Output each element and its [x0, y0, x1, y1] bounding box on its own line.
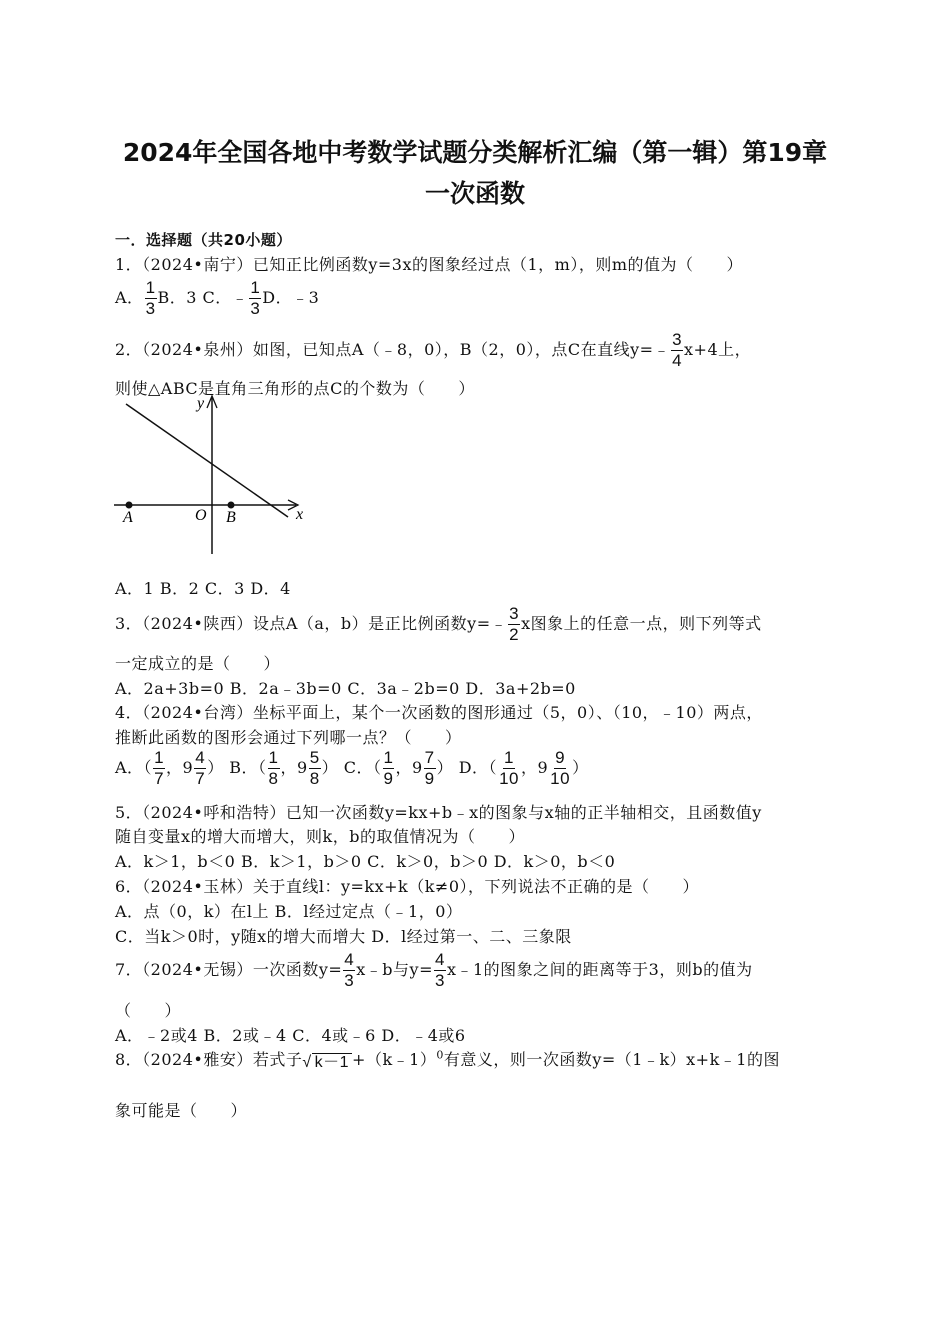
title-line-2: 一次函数	[424, 179, 525, 208]
q2-text-1: 2．（2024•泉州）如图，已知点A（﹣8，0），B（2，0），点C在直线y=﹣	[115, 340, 671, 359]
q7-stem	[115, 950, 753, 991]
q3-text-2: x图象上的任意一点，则下列等式	[521, 614, 762, 633]
point-a	[126, 502, 133, 509]
q1-options	[115, 278, 319, 319]
q4-frac-c2: $\frac{7}{9}$	[424, 748, 435, 788]
q3-fraction: $\frac{3}{2}$	[509, 604, 520, 644]
q1-fraction-c: $\frac{1}{3}$	[250, 278, 261, 318]
q2-fraction: $\frac{3}{4}$	[672, 330, 683, 370]
q4-opt-c: ） C．（	[321, 758, 382, 777]
q8-text-1: 8．（2024•雅安）若式子	[115, 1050, 303, 1069]
q8-stem	[115, 1047, 780, 1072]
q4-frac-b2: $\frac{5}{8}$	[309, 748, 320, 788]
q8-text-3: 有意义，则一次函数y=（1﹣k）x+k﹣1的图	[443, 1050, 780, 1069]
q1-stem: 1．（2024•南宁）已知正比例函数y=3x的图象经过点（1，m），则m的值为（ ）	[115, 255, 744, 274]
q4-stem-2: 推断此函数的图形会通过下列哪一点？（ ）	[115, 728, 462, 747]
q2-stem-2: 则使△ABC是直角三角形的点C的个数为（ ）	[115, 379, 475, 398]
q7-stem-2: （ ）	[115, 1001, 182, 1020]
q2-figure	[110, 392, 310, 557]
label-x: x	[296, 506, 304, 523]
q4-options: A．（ $\frac{1}{7}$ ，9 $\frac{4}{7}$ ） B．（ $\frac{1}{8}$ ，9 $\frac{5}{8}$ ） C．（ $\frac{1}{9}$ ，9 $\frac{7}{9}$ ） D．（ $\frac{1}{10}$ ，9 $\frac{9}{10}$ ）	[115, 748, 589, 788]
q2-stem	[115, 330, 751, 371]
q6-options-1: A．点（0，k）在l上 B．l经过定点（﹣1，0）	[115, 902, 463, 921]
q8-text-2: +（k﹣1）	[352, 1050, 437, 1069]
q8-stem-2: 象可能是（ ）	[115, 1101, 248, 1120]
title-line-1: 2024年全国各地中考数学试题分类解析汇编（第一辑）第19章	[122, 138, 828, 167]
q4-opt-b: ） B．（	[207, 758, 267, 777]
q1-opt-bc: B．3 C．﹣	[157, 288, 249, 307]
q2-text-2: x+4上，	[684, 340, 752, 359]
q7-fraction-2: $\frac{4}{3}$	[434, 950, 445, 990]
q5-stem: 5．（2024•呼和浩特）已知一次函数y=kx+b﹣x的图象与x轴的正半轴相交，且函数值y	[115, 803, 762, 822]
q7-text-3: x﹣1的图象之间的距离等于3，则b的值为	[446, 960, 753, 979]
q4-stem: 4．（2024•台湾）坐标平面上，某个一次函数的图形通过（5，0）、（10，﹣10）两点，	[115, 703, 763, 722]
label-b: B	[226, 509, 236, 526]
q5-stem-2: 随自变量x的增大而增大，则k，b的取值情况为（ ）	[115, 827, 525, 846]
q4-frac-d2: $\frac{9}{10}$	[550, 748, 571, 788]
q1-fraction-a: $\frac{1}{3}$	[145, 278, 156, 318]
q2-options: A．1 B．2 C．3 D．4	[115, 579, 291, 598]
q4-frac-c1: $\frac{1}{9}$	[383, 748, 394, 788]
q3-options: A．2a+3b=0 B．2a﹣3b=0 C．3a﹣2b=0 D．3a+2b=0	[115, 679, 576, 698]
q7-text-2: x﹣b与y=	[356, 960, 433, 979]
q7-text-1: 7．（2024•无锡）一次函数y=	[115, 960, 343, 979]
q7-fraction-1: $\frac{4}{3}$	[344, 950, 355, 990]
q8-exponent: 0	[436, 1048, 444, 1062]
section-heading: 一．选择题（共20小题）	[115, 231, 292, 249]
q4-frac-d1: $\frac{1}{10}$	[499, 748, 519, 788]
q5-options: A．k＞1，b＜0 B．k＞1，b＞0 C．k＞0，b＞0 D．k＞0，b＜0	[115, 852, 616, 871]
q6-stem: 6．（2024•玉林）关于直线l：y=kx+k（k≠0），下列说法不正确的是（ ）	[115, 877, 700, 896]
q4-opt-d: ） D．（	[436, 758, 498, 777]
q3-text-1: 3．（2024•陕西）设点A（a，b）是正比例函数y=﹣	[115, 614, 508, 633]
q4-frac-a1: $\frac{1}{7}$	[154, 748, 165, 788]
q3-stem-2: 一定成立的是（ ）	[115, 654, 281, 673]
q1-opt-a: A．	[115, 288, 144, 307]
q4-opt-a: A．（	[115, 758, 153, 777]
q3-stem	[115, 604, 762, 645]
line-graph	[126, 404, 288, 517]
point-b	[228, 502, 235, 509]
q4-frac-a2: $\frac{4}{7}$	[195, 748, 206, 788]
q7-options: A．﹣2或4 B．2或﹣4 C．4或﹣6 D．﹣4或6	[115, 1026, 466, 1045]
q4-frac-b1: $\frac{1}{8}$	[268, 748, 279, 788]
q8-sqrt: √ k－1	[302, 1049, 352, 1072]
label-y: y	[197, 395, 205, 412]
label-a: A	[123, 509, 133, 526]
q1-opt-d: D．﹣3	[262, 288, 320, 307]
q6-options-2: C．当k＞0时，y随x的增大而增大 D．l经过第一、二、三象限	[115, 927, 572, 946]
label-o: O	[195, 507, 207, 524]
